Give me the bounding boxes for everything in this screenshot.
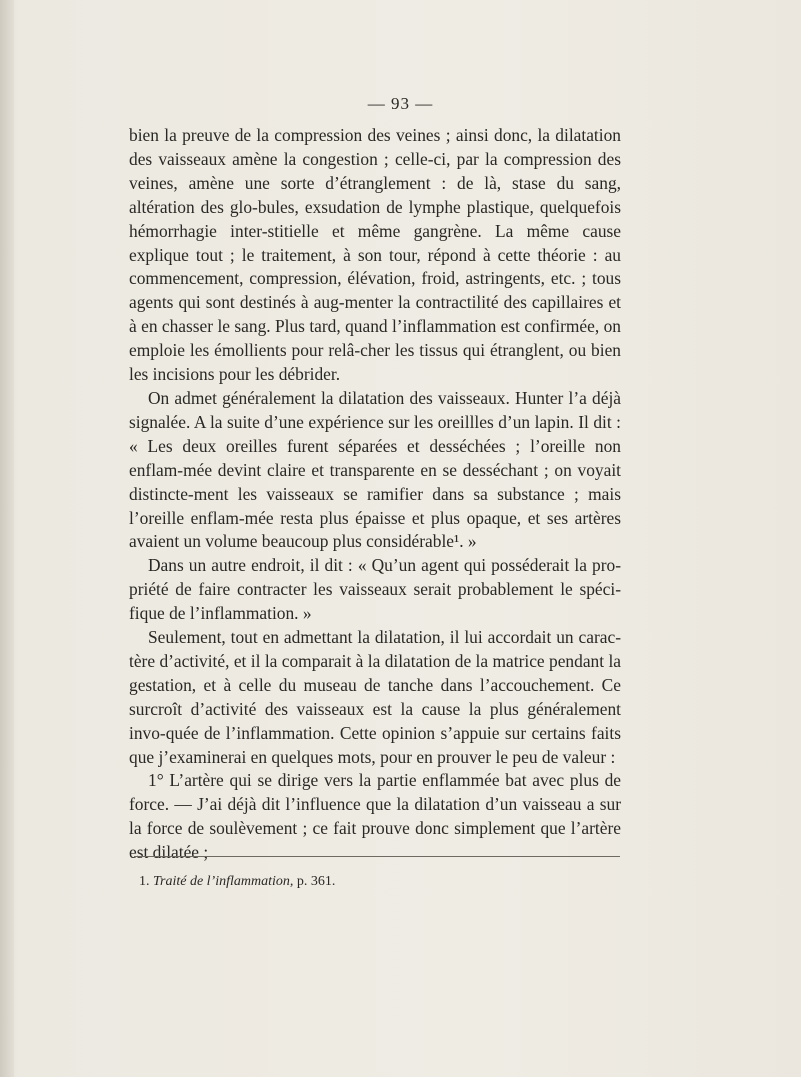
paragraph-4: Seulement, tout en admettant la dilatation, il lui accordait un carac-tère d’activité, et il la comparait à la dilatation de la matrice pendant la gestation, et à celle du museau de tanche dans l’accouchement. Ce surcroît d’activité des vaisseaux est la cause la plus généralement invo-quée de l’inflammation. Cette opinion s’appuie sur certains faits que j’examinerai en quelques mots, pour en prouver le peu de valeur :	[129, 627, 621, 767]
paragraph-2: On admet généralement la dilatation des vaisseaux. Hunter l’a déjà signalée. A la suite d’une expérience sur les oreillles d’un lapin. Il dit : « Les deux oreilles furent séparées et desséchées ; l’oreille non enflam-mée devint claire et transparente en se desséchant ; on voyait distincte-ment les vaisseaux se ramifier dans sa substance ; mais l’oreille enflam-mée resta plus épaisse et plus opaque, et ses artères avaient un volume beaucoup plus considérable¹. »	[129, 387, 621, 552]
body-text	[129, 124, 621, 865]
page-number: — 93 —	[367, 94, 434, 113]
footnote-divider	[134, 856, 620, 857]
footnote-marker: 1.	[139, 874, 150, 889]
paragraph-5: 1° L’artère qui se dirige vers la partie enflammée bat avec plus de force. — J’ai déjà dit l’influence que la dilatation d’un vaisseau a sur la force de soulèvement ; ce fait prouve donc simplement que l’artère est dilatée ;	[129, 770, 621, 863]
footnote	[139, 873, 335, 891]
paragraph-1: bien la preuve de la compression des veines ; ainsi donc, la dilatation des vaisseaux amène la congestion ; celle-ci, par la compression des veines, amène une sorte d’étranglement : de là, stase du sang, altération des glo-bules, exsudation de lymphe plastique, quelquefois hémorrhagie inter-stitielle et même gangrène. La même cause explique tout ; le traitement, à son tour, répond à cette théorie : au commencement, compression, élévation, froid, astringents, etc. ; tous agents qui sont destinés à aug-menter la contractilité des capillaires et à en chasser le sang. Plus tard, quand l’inflammation est confirmée, on emploie les émollients pour relâ-cher les tissus qui étranglent, ou bien les incisions pour les débrider.	[129, 125, 621, 385]
paragraph-3: Dans un autre endroit, il dit : « Qu’un agent qui posséderait la pro-priété de faire contracter les vaisseaux serait probablement le spéci-fique de l’inflammation. »	[129, 555, 621, 624]
page-binding-edge	[0, 0, 14, 1077]
footnote-title: Traité de l’inflammation,	[153, 874, 294, 889]
footnote-page-ref: p. 361.	[296, 874, 336, 889]
